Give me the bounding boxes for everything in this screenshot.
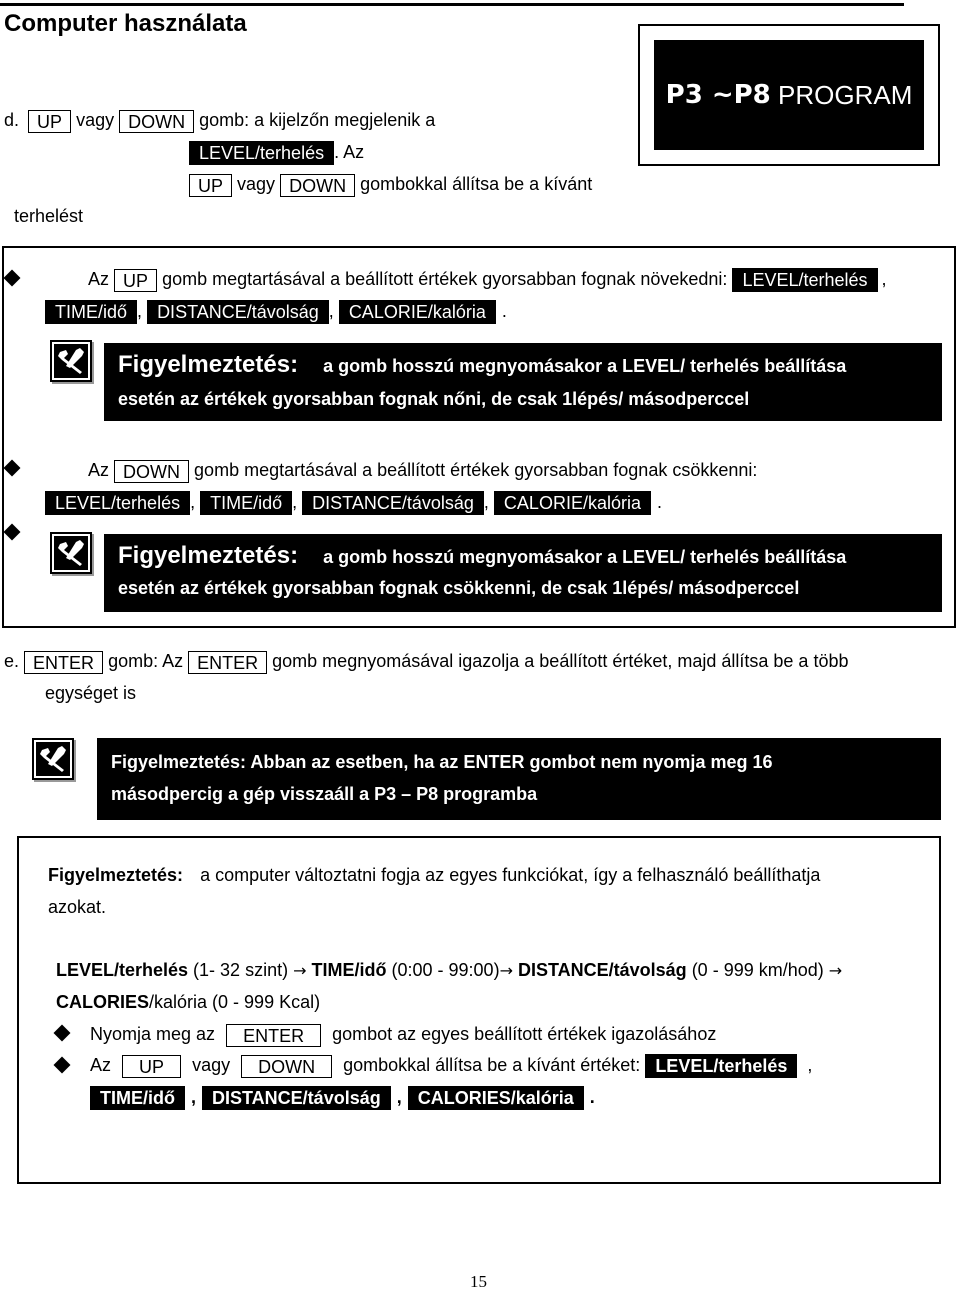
enter-key-label: ENTER [24,651,103,674]
bullet2-or: vagy [192,1055,231,1075]
up-key-label: UP [189,174,232,197]
seq-calories-rest: /kalória (0 - 999 Kcal) [149,992,321,1012]
seq-level-range: (1- 32 szint) [188,960,294,980]
wrench-screwdriver-icon [50,340,92,382]
up-key-label: UP [122,1055,181,1078]
program-box-inner [654,40,924,150]
b1-az: Az [88,269,110,289]
section-d-line1 [4,106,435,134]
section-d-text2: gombokkal állítsa be a kívánt [360,174,593,194]
or-text: vagy [76,110,115,130]
box1-line1 [88,265,887,293]
bullet1-post: gombot az egyes beállított értékek igazolásához [332,1024,717,1044]
warning-3-line2: másodpercig a gép visszaáll a P3 – P8 programba [111,784,538,804]
section-e-text2: gomb megnyomásával igazolja a beállított értéket, majd állítsa be a több [272,651,849,671]
calorie-label: CALORIE/kalória [339,300,496,324]
arrow-right-icon: → [293,961,307,980]
b2-text: gomb megtartásával a beállított értékek gyorsabban fognak csökkenni: [194,460,758,480]
up-key-label: UP [28,110,71,133]
seq-time-range: (0:00 - 99:00) [386,960,500,980]
section-d-text1: gomb: a kijelzőn megjelenik a [199,110,436,130]
box1-line4 [45,488,662,516]
sequence-line2 [56,988,320,1016]
level-label: LEVEL/terhelés [45,491,190,515]
warning-3-line1: Figyelmeztetés: Abban az esetben, ha az ENTER gombot nem nyomja meg 16 [111,752,773,772]
arrow-right-icon: → [499,961,513,980]
box2-line1 [48,861,820,889]
distance-label: DISTANCE/távolság [147,300,329,324]
seq-distance: DISTANCE/távolság [517,960,687,980]
level-label: LEVEL/terhelés [189,141,334,165]
down-key-label: DOWN [114,460,189,483]
program-box [638,24,940,166]
program-label-bold: P3 ~P8 [665,80,771,110]
period: . [589,1087,595,1107]
or-text: vagy [237,174,276,194]
bullet1-pre: Nyomja meg az [90,1024,216,1044]
comma: , [807,1055,813,1075]
wrench-screwdriver-icon [50,532,92,574]
b2-az: Az [88,460,110,480]
period: . [656,492,662,512]
comma: , [483,492,489,512]
section-d-line3 [189,170,592,198]
box2-line-labels [90,1083,595,1111]
comma: , [292,492,298,512]
section-e-text3: egységet is [45,683,137,703]
wrench-screwdriver-icon [32,738,74,780]
calorie-label: CALORIE/kalória [494,491,651,515]
page-title: Computer használata [4,10,247,37]
comma: , [328,301,334,321]
down-key-label: DOWN [280,174,355,197]
section-d-prefix: d. [4,110,20,130]
box2-title: Figyelmeztetés: [48,865,184,885]
comma: , [396,1087,402,1107]
warning-line1: a gomb hosszú megnyomásakor a LEVEL/ terhelés beállítása [323,547,847,567]
box1-line3 [88,456,757,484]
level-label: LEVEL/terhelés [732,268,877,292]
warning-line2: esetén az értékek gyorsabban fognak nőni, de csak 1lépés/ másodperccel [118,389,750,409]
box2-bullet2 [90,1051,812,1079]
distance-label: DISTANCE/távolság [302,491,484,515]
warning-title: Figyelmeztetés: [118,351,299,378]
warning-line1: a gomb hosszú megnyomásakor a LEVEL/ terhelés beállítása [323,356,847,376]
warning-box-3 [97,738,941,820]
comma: , [137,301,143,321]
comma: , [191,1087,197,1107]
section-e-prefix: e. [4,651,20,671]
warning-box-2 [104,534,942,612]
enter-key-label: ENTER [188,651,267,674]
sequence-line1 [56,956,842,985]
arrow-right-icon: → [828,961,843,980]
section-e-text1: gomb: Az [108,651,184,671]
seq-calories: CALORIES [56,992,150,1012]
box2-text2: azokat. [48,897,107,917]
box1-line2 [45,297,507,325]
time-label: TIME/idő [45,300,137,324]
warning-box-1 [104,343,942,421]
box2-text1: a computer változtatni fogja az egyes funkciókat, így a felhasználó beállíthatja [200,865,821,885]
section-d-line4 [14,202,83,230]
warning-title: Figyelmeztetés: [118,542,299,569]
section-d-line2 [189,138,364,166]
seq-level: LEVEL/terhelés [56,960,189,980]
down-key-label: DOWN [119,110,194,133]
bullet2-az: Az [90,1055,112,1075]
down-key-label: DOWN [241,1055,332,1078]
enter-key-label: ENTER [226,1024,321,1047]
time-label: TIME/idő [90,1086,185,1110]
seq-time: TIME/idő [311,960,387,980]
period: . [501,301,507,321]
seq-distance-range: (0 - 999 km/hod) [686,960,829,980]
distance-label: DISTANCE/távolság [202,1086,391,1110]
program-label-rest: PROGRAM [770,79,913,110]
section-e-line2 [45,679,136,707]
up-key-label: UP [114,269,157,292]
comma: , [190,492,196,512]
calories-label: CALORIES/kalória [408,1086,584,1110]
top-rule [0,3,904,6]
time-label: TIME/idő [200,491,292,515]
comma: , [881,269,887,289]
box2-line2 [48,893,106,921]
page-number: 15 [470,1272,487,1291]
section-d-text3: terhelést [14,206,84,226]
warning-line2: esetén az értékek gyorsabban fognak csökkenni, de csak 1lépés/ másodperccel [118,578,800,598]
bullet2-text: gombokkal állítsa be a kívánt értéket: [343,1055,641,1075]
b1-text: gomb megtartásával a beállított értékek gyorsabban fognak növekedni: [162,269,728,289]
box2-bullet1 [90,1020,716,1048]
level-label: LEVEL/terhelés [645,1054,797,1078]
section-e-line1 [4,647,848,675]
section-d-az: . Az [334,142,365,162]
